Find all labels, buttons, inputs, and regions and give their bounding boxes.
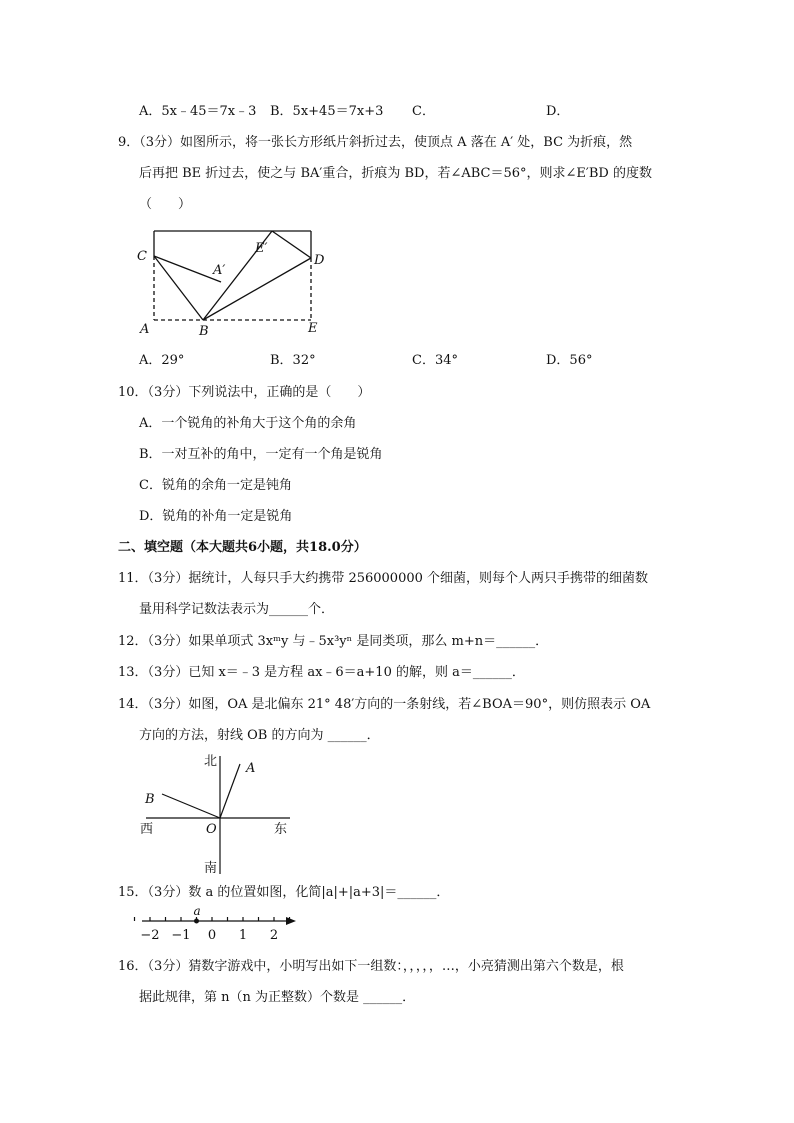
q16-stem-line2: 据此规律，第 n（n 为正整数）个数是 ______． — [139, 990, 416, 1005]
q10-option-b: B．一对互补的角中，一定有一个角是锐角 — [139, 447, 383, 462]
q9-label-e: E — [308, 321, 318, 336]
q10-option-d: D．锐角的补角一定是锐角 — [139, 509, 293, 524]
number-line-tick-label: 0 — [207, 928, 217, 943]
q14-stem-line2: 方向的方法，射线 OB 的方向为 ______． — [139, 728, 380, 743]
q16-stem-line1: 16．（3分）猜数字游戏中，小明写出如下一组数：，，，，，…，小亮猜测出第六个数是，根 — [118, 959, 624, 974]
q9-option-c: C．34° — [412, 353, 458, 368]
q14-label-south: 南 — [204, 861, 218, 876]
section-heading-fill-blank: 二、填空题（本大题共6小题，共18.0分） — [118, 540, 367, 555]
q14-label-b: B — [145, 792, 155, 807]
q15-number-line — [138, 906, 308, 946]
q11-stem-line2: 量用科学记数法表示为______个． — [139, 602, 335, 617]
q9-label-c: C — [137, 249, 147, 264]
number-line-tick-label: 1 — [238, 928, 248, 943]
q14-stem-line1: 14．（3分）如图，OA 是北偏东 21° 48′方向的一条射线，若∠BOA＝90°，则仿照表示 OA — [118, 697, 651, 712]
q10-option-a: A．一个锐角的补角大于这个角的余角 — [139, 416, 357, 431]
q15-stem: 15．（3分）数 a 的位置如图，化简|a|+|a+3|＝______． — [118, 885, 450, 900]
q14-label-west: 西 — [140, 822, 154, 837]
q11-stem-line1: 11．（3分）据统计，人每只手大约携带 256000000 个细菌，则每个人两只手携带的细菌数 — [118, 571, 649, 586]
q14-label-north: 北 — [204, 754, 218, 769]
q13-stem: 13．（3分）已知 x＝﹣3 是方程 ax﹣6＝a+10 的解，则 a＝______． — [118, 665, 525, 680]
q9-label-a-prime: A′ — [213, 263, 226, 278]
q14-label-east: 东 — [274, 822, 288, 837]
q8-option-a: A．5x﹣45＝7x﹣3 — [139, 104, 257, 119]
q10-option-c: C．锐角的余角一定是钝角 — [139, 478, 292, 493]
number-line-tick-label: −2 — [140, 928, 160, 943]
q9-label-b: B — [199, 324, 209, 339]
q9-option-a: A．29° — [139, 353, 185, 368]
q9-figure — [135, 225, 335, 340]
q9-stem-line1: 9．（3分）如图所示，将一张长方形纸片斜折过去，使顶点 A 落在 A′ 处，BC 为折痕，然 — [118, 135, 633, 150]
q9-label-a: A — [140, 322, 150, 337]
q14-label-a: A — [246, 761, 256, 776]
number-line-tick-label: −1 — [171, 928, 191, 943]
q8-option-d: D． — [546, 104, 570, 119]
q12-stem: 12．（3分）如果单项式 3xᵐy 与﹣5x³yⁿ 是同类项，那么 m+n＝______． — [118, 634, 549, 649]
q10-stem: 10．（3分）下列说法中，正确的是（ ） — [118, 385, 371, 400]
q9-option-d: D．56° — [546, 353, 593, 368]
q8-option-c: C． — [412, 104, 435, 119]
q9-label-d: D — [314, 253, 325, 268]
q15-point-a — [194, 919, 199, 924]
q8-option-b: B．5x+45＝7x+3 — [270, 104, 384, 119]
q14-label-o: O — [206, 822, 217, 837]
q9-stem-line3: （ ） — [139, 197, 192, 212]
q15-point-label: a — [193, 904, 201, 918]
q9-option-b: B．32° — [270, 353, 316, 368]
q14-compass-figure — [140, 752, 300, 877]
number-line-tick-label: 2 — [269, 928, 279, 943]
q9-stem-line2: 后再把 BE 折过去，使之与 BA′重合，折痕为 BD，若∠ABC＝56°，则求∠E′BD 的度数 — [139, 166, 652, 181]
q9-label-e-prime: E′ — [255, 241, 268, 256]
